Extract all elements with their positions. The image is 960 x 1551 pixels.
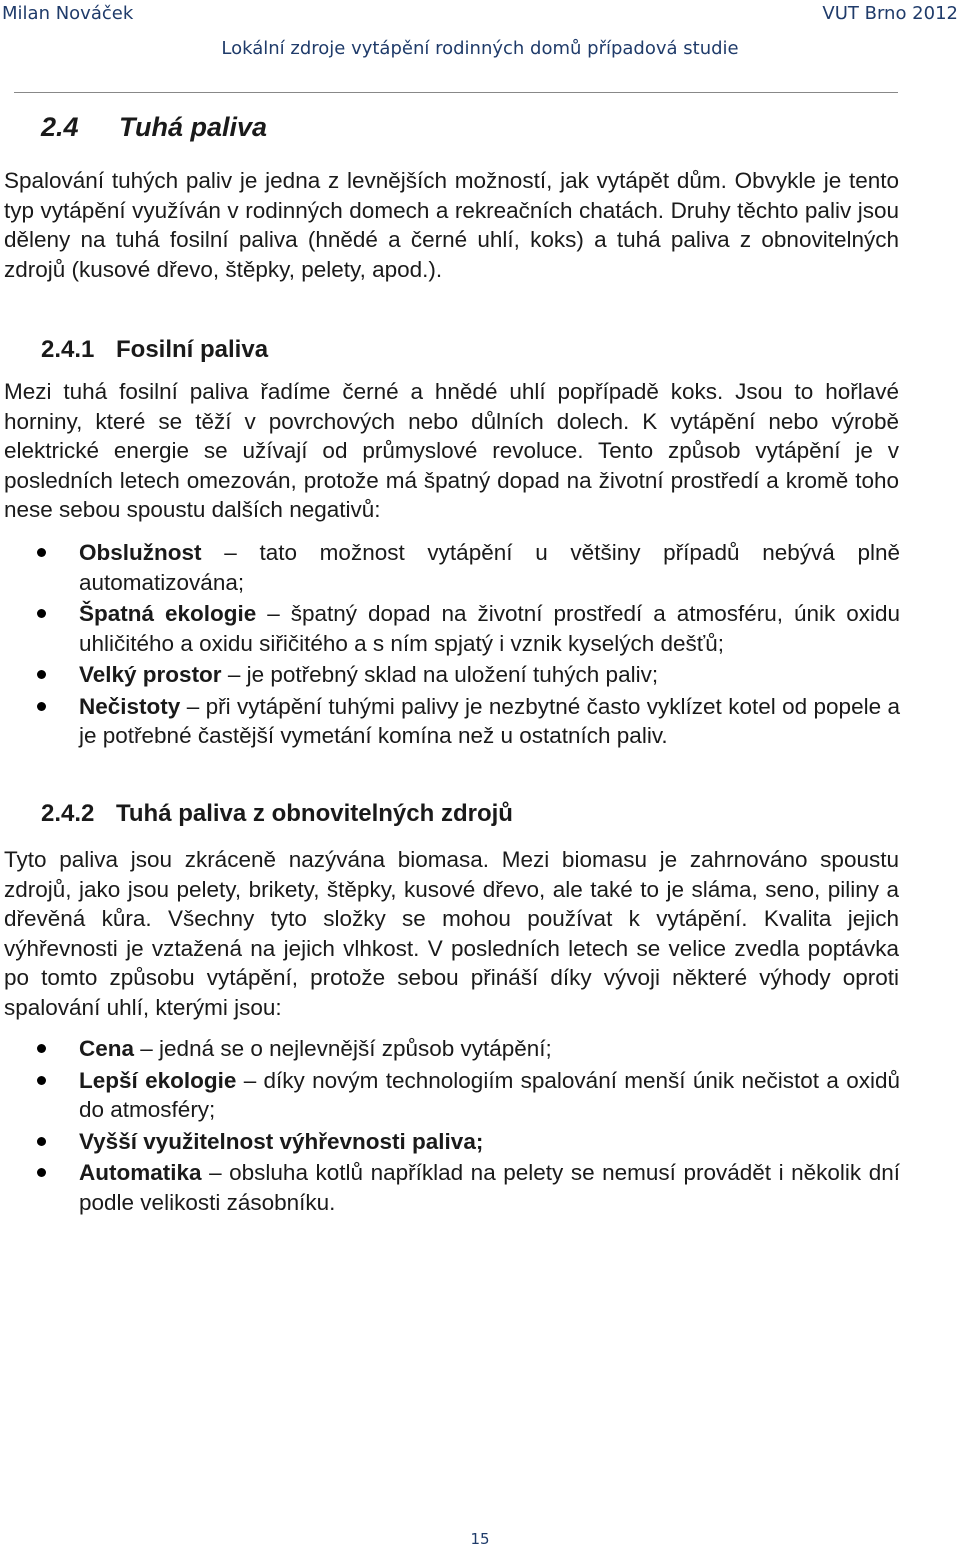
bullet-icon (37, 1044, 46, 1053)
section-title: Tuhá paliva (119, 112, 268, 142)
page-number: 15 (470, 1530, 490, 1548)
bullet-icon (37, 609, 46, 618)
list-item (0, 1127, 900, 1157)
subsection-title: Fosilní paliva (116, 336, 269, 363)
list-item-text: – je potřebný sklad na uložení tuhých paliv; (221, 662, 659, 687)
header-author: Milan Nováček (2, 3, 134, 24)
list-item-term: Automatika (79, 1160, 202, 1185)
list-item (0, 538, 900, 597)
bullet-icon (37, 1076, 46, 1085)
list-item-term: Vyšší využitelnost výhřevnosti paliva; (79, 1128, 484, 1154)
section-number: 2.4 (41, 112, 79, 142)
header-subtitle: Lokální zdroje vytápění rodinných domů případová studie (221, 38, 739, 59)
list-item-text: – při vytápění tuhými palivy je nezbytné často vyklízet kotel od popele a je potřebné častější vymetání komína než u ostatních paliv. (79, 693, 900, 748)
list-item (0, 660, 900, 690)
list-item-term: Cena (79, 1036, 135, 1061)
list-item-text: – díky novým technologiím spalování menší únik nečistot a oxidů do atmosféry; (79, 1067, 900, 1122)
subsection-number: 2.4.2 (41, 800, 95, 827)
list-item-term: Velký prostor (79, 662, 222, 687)
list-item-text: – obsluha kotlů například na pelety se nemusí provádět i několik dní podle velikosti zásobníku. (79, 1160, 900, 1215)
section-intro-paragraph: Spalování tuhých paliv je jedna z levnějších možností, jak vytápět dům. Obvykle je tento typ vytápění využíván v rodinných domech a rekreačních chatách. Druhy těchto paliv jsou děleny na tuhá fosilní paliva (hnědé a černé uhlí, koks) a tuhá paliva z obnovitelných zdrojů (kusové dřevo, štěpky, pelety, apod.). (4, 168, 899, 282)
list-item (0, 1034, 900, 1064)
bullet-icon (37, 702, 46, 711)
list-item-text: – jedná se o nejlevnější způsob vytápění; (134, 1036, 552, 1061)
section-heading (41, 112, 267, 143)
header-institution: VUT Brno 2012 (822, 3, 958, 24)
bullet-icon (37, 1168, 46, 1177)
list-item-text: – tato možnost vytápění u většiny případů nebývá plně automatizována; (79, 540, 900, 595)
list-item-term: Lepší ekologie (79, 1067, 237, 1093)
list-item (0, 692, 900, 751)
header-divider (14, 92, 898, 93)
bullet-icon (37, 548, 46, 557)
list-item-term: Špatná ekologie (79, 601, 257, 626)
renewable-advantages-list (0, 1034, 900, 1219)
bullet-icon (37, 1137, 46, 1146)
list-item-term: Nečistoty (79, 693, 181, 719)
fossil-negatives-list (0, 538, 900, 753)
fossil-fuels-paragraph: Mezi tuhá fosilní paliva řadíme černé a hnědé uhlí popřípadě koks. Jsou to hořlavé horniny, které se těží v povrchových nebo důlních dolech. K vytápění nebo výrobě elektrické energie se užívají od průmyslové revoluce. Tento způsob vytápění je v posledních letech omezován, protože má špatný dopad na životní prostředí a kromě toho nese sebou spoustu dalších negativů: (4, 379, 899, 522)
subsection-title: Tuhá paliva z obnovitelných zdrojů (116, 800, 513, 827)
list-item (0, 1066, 900, 1125)
list-item-text: – špatný dopad na životní prostředí a atmosféru, únik oxidu uhličitého a oxidu siřičitého a s ním spjatý i vznik kyselých dešťů; (79, 601, 900, 656)
page-header (0, 0, 960, 94)
subsection-heading-fossil (41, 336, 268, 364)
subsection-number: 2.4.1 (41, 336, 95, 363)
renewable-fuels-paragraph: Tyto paliva jsou zkráceně nazývána biomasa. Mezi biomasu je zahrnováno spoustu zdrojů, jako jsou pelety, brikety, štěpky, kusové dřevo, ale také to je sláma, seno, piliny a dřevěná kůra. Všechny tyto složky se mohou používat k vytápění. Kvalita jejich výhřevnosti je vztažená na jejich vlhkost. V posledních letech se velice zvedla poptávka po tomto způsobu vytápění, protože sebou přináší díky vývoji některé výhody oproti spalování uhlí, kterými jsou: (4, 847, 899, 1020)
subsection-heading-renewable (41, 800, 513, 828)
list-item-term: Obslužnost (79, 540, 202, 565)
bullet-icon (37, 670, 46, 679)
list-item (0, 1158, 900, 1217)
list-item (0, 599, 900, 658)
